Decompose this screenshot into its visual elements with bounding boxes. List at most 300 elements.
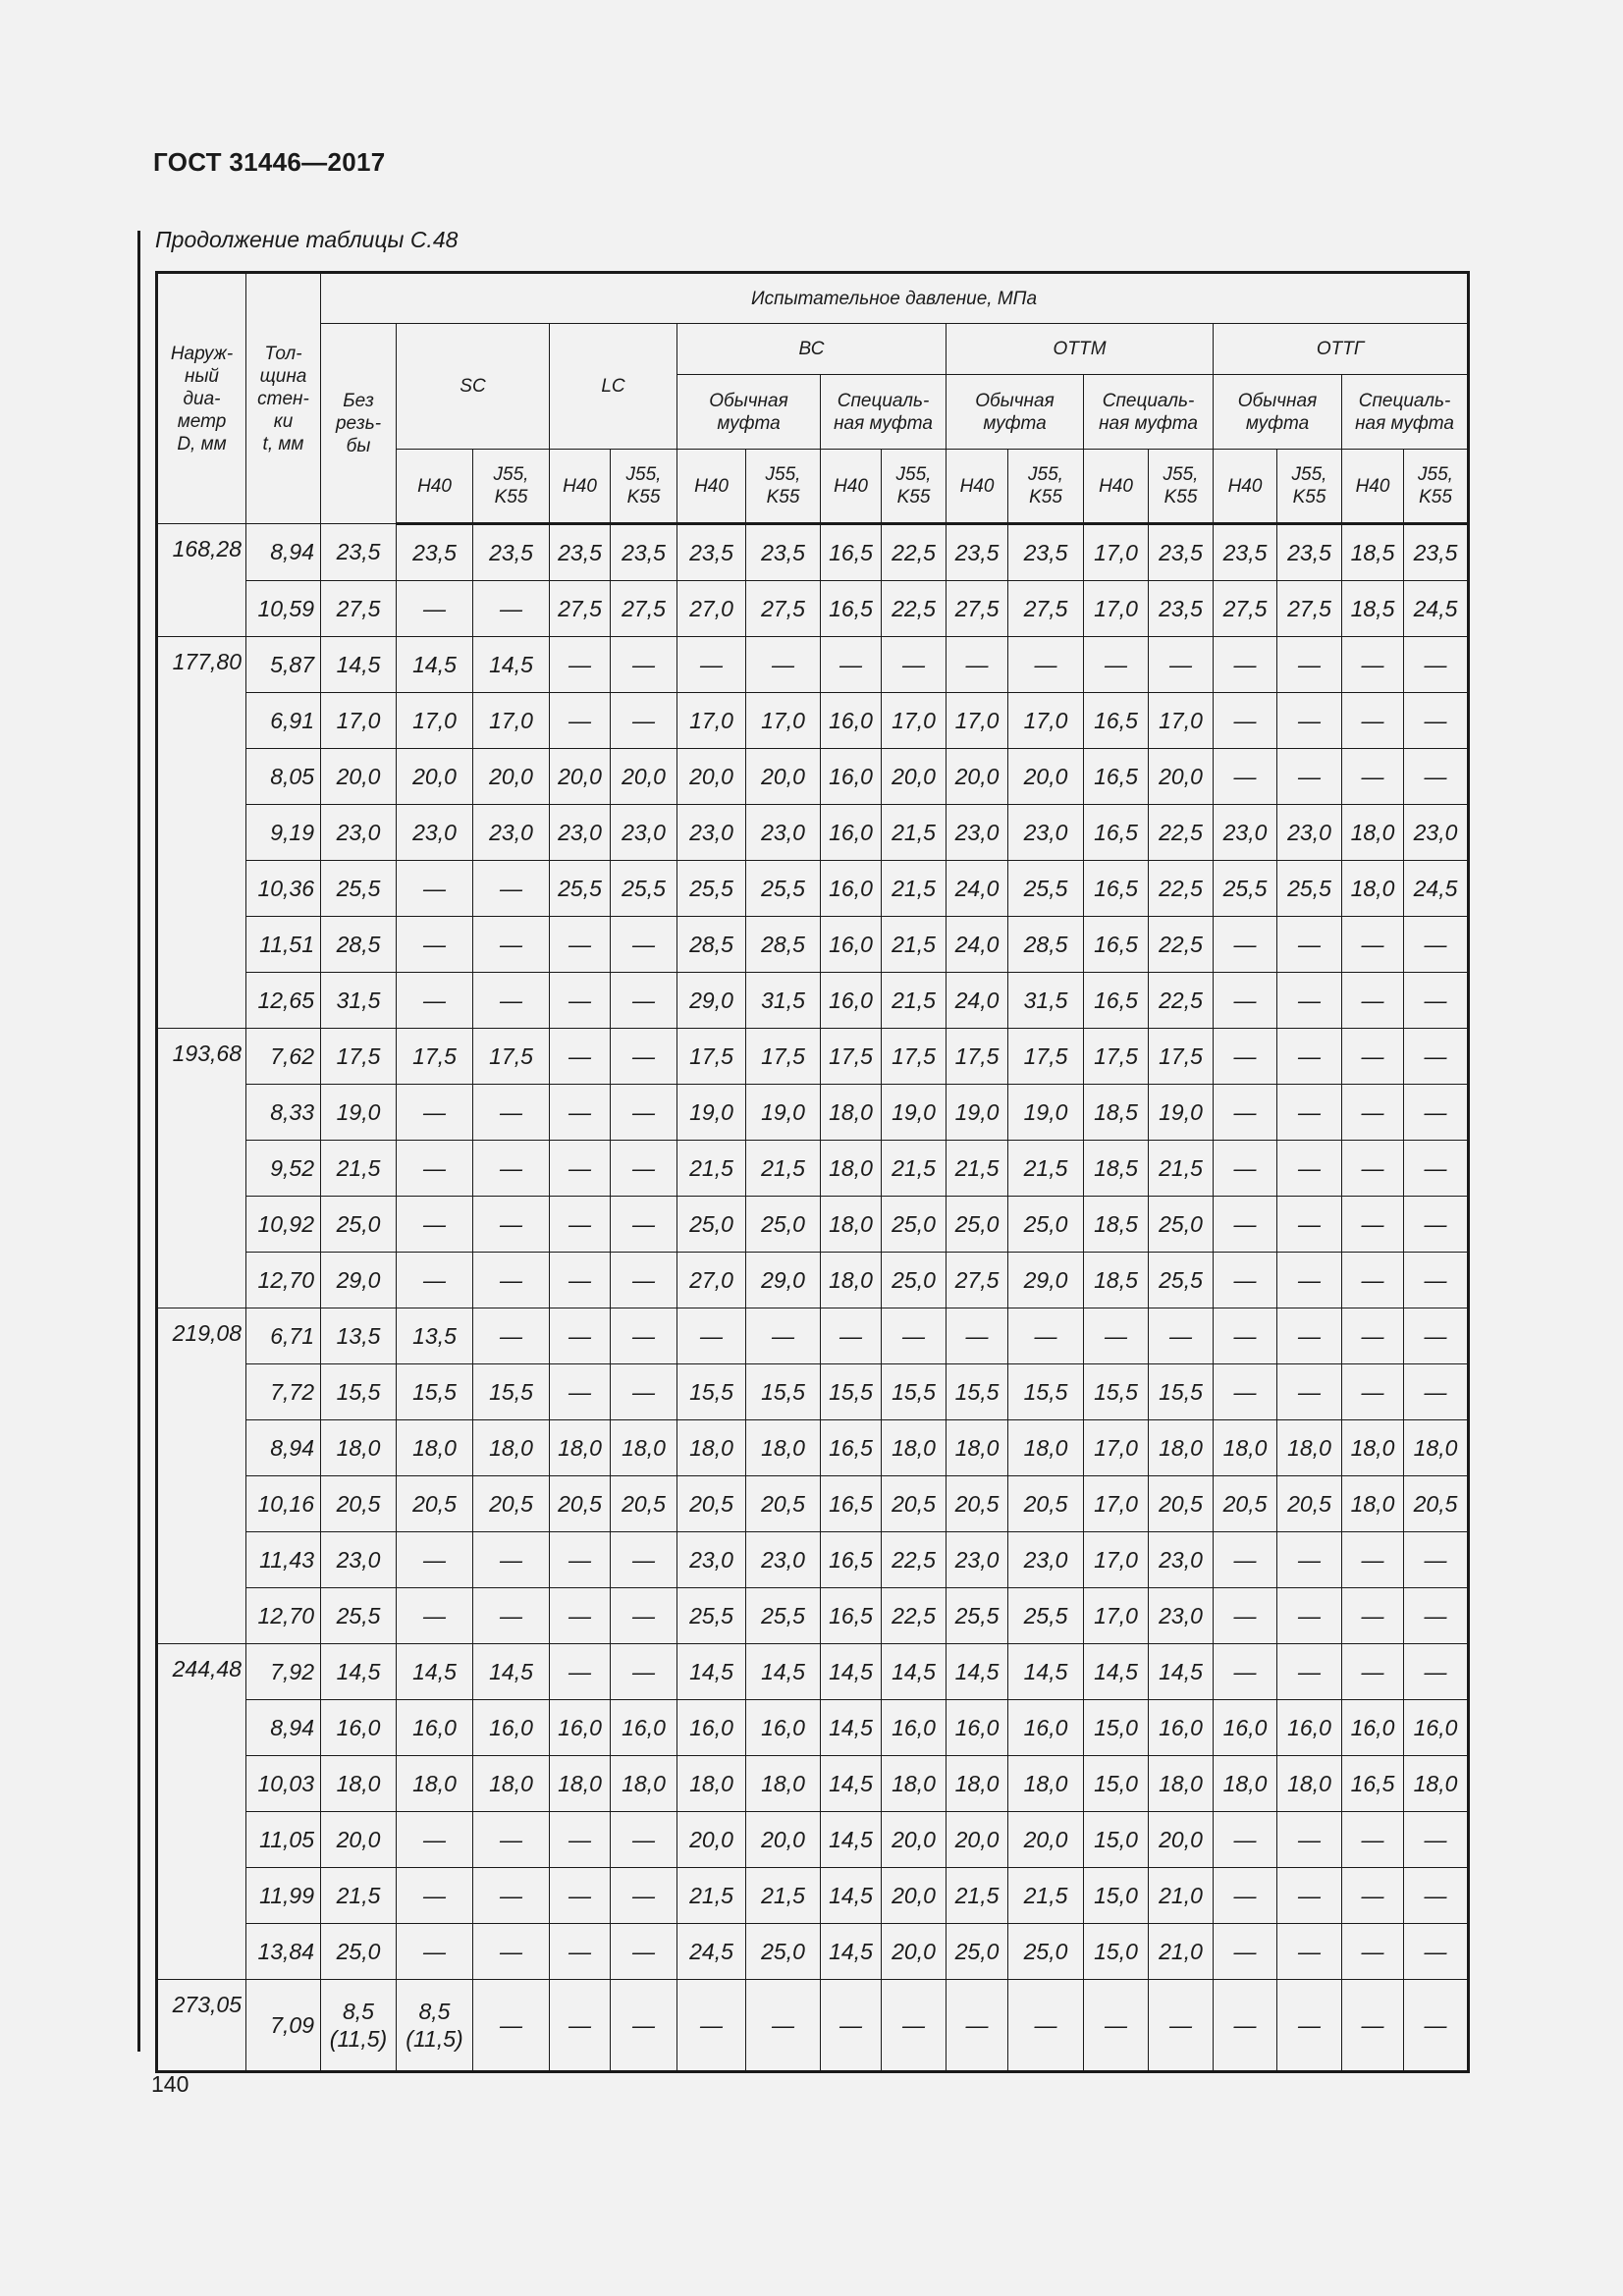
cell-pressure: 21,5 (321, 1141, 397, 1197)
cell-pressure: 18,0 (882, 1756, 947, 1812)
cell-pressure: 20,5 (550, 1476, 611, 1532)
cell-pressure: — (550, 1532, 611, 1588)
cell-pressure: — (611, 1364, 677, 1420)
cell-pressure: 18,5 (1084, 1085, 1149, 1141)
cell-pressure: — (1214, 1085, 1277, 1141)
cell-pressure: 28,5 (677, 917, 746, 973)
cell-pressure: 18,0 (1008, 1756, 1084, 1812)
cell-pressure: — (746, 637, 821, 693)
cell-pressure: — (473, 581, 550, 637)
cell-pressure: — (1277, 1029, 1342, 1085)
cell-pressure: 28,5 (321, 917, 397, 973)
cell-wall-thickness: 12,70 (246, 1253, 321, 1308)
header-ottm: ОТТМ (947, 324, 1214, 375)
cell-pressure: 14,5 (1149, 1644, 1214, 1700)
cell-pressure: 29,0 (746, 1253, 821, 1308)
cell-pressure: 18,0 (677, 1420, 746, 1476)
cell-pressure: 16,5 (1084, 693, 1149, 749)
cell-pressure: 18,0 (821, 1197, 882, 1253)
cell-pressure: 28,5 (746, 917, 821, 973)
cell-pressure: — (550, 1029, 611, 1085)
cell-pressure: 17,5 (321, 1029, 397, 1085)
cell-pressure: 23,0 (1404, 805, 1469, 861)
cell-pressure: 14,5 (1084, 1644, 1149, 1700)
cell-pressure: 18,0 (1342, 805, 1404, 861)
cell-wall-thickness: 11,51 (246, 917, 321, 973)
cell-pressure: 23,5 (1149, 524, 1214, 581)
cell-pressure: 23,0 (947, 1532, 1008, 1588)
cell-pressure: 18,0 (1008, 1420, 1084, 1476)
cell-pressure: 15,5 (746, 1364, 821, 1420)
cell-pressure: 16,0 (746, 1700, 821, 1756)
cell-pressure: 23,0 (1214, 805, 1277, 861)
cell-pressure: 27,5 (947, 581, 1008, 637)
cell-pressure: — (1404, 749, 1469, 805)
cell-pressure: 27,5 (947, 1253, 1008, 1308)
cell-pressure: — (1342, 1924, 1404, 1980)
cell-pressure: 18,0 (1149, 1420, 1214, 1476)
cell-pressure: — (397, 973, 473, 1029)
cell-pressure: — (677, 1308, 746, 1364)
header-grade-h40: Н40 (821, 450, 882, 524)
cell-pressure: 20,5 (947, 1476, 1008, 1532)
cell-pressure: 18,0 (1277, 1756, 1342, 1812)
cell-pressure: 27,5 (1214, 581, 1277, 637)
cell-pressure: — (397, 1924, 473, 1980)
cell-pressure: 15,5 (677, 1364, 746, 1420)
cell-pressure: — (1404, 1085, 1469, 1141)
cell-wall-thickness: 9,52 (246, 1141, 321, 1197)
cell-pressure: 16,0 (321, 1700, 397, 1756)
cell-pressure: — (1342, 1980, 1404, 2072)
cell-pressure: — (473, 917, 550, 973)
header-grade-h40: Н40 (550, 450, 611, 524)
cell-pressure: 18,0 (321, 1756, 397, 1812)
table-caption: Продолжение таблицы С.48 (155, 227, 459, 252)
cell-pressure: 13,5 (397, 1308, 473, 1364)
cell-pressure: 20,5 (882, 1476, 947, 1532)
cell-pressure: 23,0 (677, 805, 746, 861)
cell-pressure: — (1277, 1364, 1342, 1420)
table-row (157, 1197, 1469, 1253)
cell-pressure: 25,0 (1008, 1924, 1084, 1980)
header-ottm-special: Специаль- ная муфта (1084, 375, 1214, 450)
cell-pressure: — (1008, 1308, 1084, 1364)
table-row (157, 917, 1469, 973)
cell-pressure: 14,5 (397, 1644, 473, 1700)
cell-pressure: — (550, 637, 611, 693)
header-grade-h40: Н40 (1214, 450, 1277, 524)
cell-pressure: 21,5 (1008, 1868, 1084, 1924)
cell-wall-thickness: 5,87 (246, 637, 321, 693)
cell-pressure: 25,0 (1008, 1197, 1084, 1253)
cell-pressure: 21,5 (882, 973, 947, 1029)
cell-pressure: — (1277, 1924, 1342, 1980)
cell-pressure: — (1277, 637, 1342, 693)
cell-pressure: 16,0 (821, 917, 882, 973)
cell-pressure: 25,0 (677, 1197, 746, 1253)
cell-pressure: — (947, 1980, 1008, 2072)
cell-pressure: 14,5 (321, 1644, 397, 1700)
cell-pressure: — (677, 637, 746, 693)
cell-pressure: 23,5 (746, 524, 821, 581)
cell-wall-thickness: 7,72 (246, 1364, 321, 1420)
cell-pressure: 20,5 (1008, 1476, 1084, 1532)
cell-pressure: — (1342, 1532, 1404, 1588)
cell-pressure: — (1342, 1588, 1404, 1644)
cell-pressure: 17,0 (1084, 1420, 1149, 1476)
cell-pressure: 16,0 (1342, 1700, 1404, 1756)
cell-pressure: — (550, 1980, 611, 2072)
cell-pressure: 18,0 (321, 1420, 397, 1476)
header-outer-diameter: Наруж- ный диа- метр D, мм (157, 273, 246, 524)
cell-pressure: 20,0 (882, 1812, 947, 1868)
cell-pressure: 18,0 (1214, 1756, 1277, 1812)
cell-pressure: — (1277, 749, 1342, 805)
cell-pressure: — (1342, 1141, 1404, 1197)
cell-pressure: 24,0 (947, 973, 1008, 1029)
cell-pressure: — (1277, 1308, 1342, 1364)
cell-pressure: 21,5 (746, 1141, 821, 1197)
header-ottg: ОТТГ (1214, 324, 1469, 375)
cell-pressure: 17,5 (1008, 1029, 1084, 1085)
header-lc: LC (550, 324, 677, 450)
cell-pressure: — (611, 637, 677, 693)
cell-pressure: 14,5 (821, 1868, 882, 1924)
cell-pressure: 23,0 (1008, 805, 1084, 861)
cell-pressure: — (1342, 1085, 1404, 1141)
cell-pressure: — (473, 973, 550, 1029)
cell-pressure: — (611, 1141, 677, 1197)
cell-pressure: 15,5 (1149, 1364, 1214, 1420)
cell-wall-thickness: 12,65 (246, 973, 321, 1029)
cell-pressure: 23,5 (677, 524, 746, 581)
cell-pressure: 19,0 (1008, 1085, 1084, 1141)
cell-pressure: — (550, 1644, 611, 1700)
cell-pressure: — (611, 1532, 677, 1588)
cell-wall-thickness: 8,94 (246, 1700, 321, 1756)
table-row (157, 1532, 1469, 1588)
cell-pressure: 16,0 (821, 749, 882, 805)
cell-pressure: 25,0 (746, 1924, 821, 1980)
cell-pressure: 16,5 (821, 1532, 882, 1588)
cell-pressure: 14,5 (821, 1700, 882, 1756)
cell-pressure: 16,0 (473, 1700, 550, 1756)
cell-pressure: — (1214, 973, 1277, 1029)
cell-pressure: 23,0 (1149, 1588, 1214, 1644)
cell-pressure: 16,0 (821, 693, 882, 749)
header-ottm-regular: Обычная муфта (947, 375, 1084, 450)
cell-pressure: 17,0 (397, 693, 473, 749)
cell-pressure: 17,5 (473, 1029, 550, 1085)
cell-pressure: — (1214, 693, 1277, 749)
cell-pressure: 23,5 (473, 524, 550, 581)
cell-pressure: — (1214, 1924, 1277, 1980)
cell-pressure: 21,5 (947, 1141, 1008, 1197)
cell-pressure: — (397, 1253, 473, 1308)
cell-pressure: 18,0 (1404, 1756, 1469, 1812)
cell-pressure: 22,5 (1149, 805, 1214, 861)
cell-pressure: 18,5 (1084, 1197, 1149, 1253)
cell-pressure: 17,0 (1149, 693, 1214, 749)
cell-pressure: 16,0 (947, 1700, 1008, 1756)
header-grade-j55k55: J55, K55 (1404, 450, 1469, 524)
cell-pressure: — (1404, 1029, 1469, 1085)
cell-pressure: 23,5 (1008, 524, 1084, 581)
cell-pressure: 23,5 (1404, 524, 1469, 581)
table-row (157, 1308, 1469, 1364)
cell-wall-thickness: 7,92 (246, 1644, 321, 1700)
pressure-table (155, 271, 1470, 2073)
cell-pressure: 25,0 (321, 1197, 397, 1253)
cell-outer-diameter: 168,28 (157, 524, 246, 637)
cell-pressure: — (1404, 1868, 1469, 1924)
cell-pressure: — (882, 1308, 947, 1364)
cell-pressure: 18,0 (1404, 1420, 1469, 1476)
cell-outer-diameter: 219,08 (157, 1308, 246, 1644)
change-bar (137, 231, 140, 2052)
cell-pressure: 20,5 (677, 1476, 746, 1532)
cell-pressure: — (1277, 1253, 1342, 1308)
cell-pressure: 21,5 (321, 1868, 397, 1924)
header-grade-j55k55: J55, K55 (746, 450, 821, 524)
cell-pressure: — (1277, 1141, 1342, 1197)
cell-pressure: — (1214, 1364, 1277, 1420)
cell-pressure: 18,0 (550, 1756, 611, 1812)
cell-pressure: 23,0 (746, 1532, 821, 1588)
cell-pressure: — (550, 973, 611, 1029)
cell-pressure: 16,0 (397, 1700, 473, 1756)
cell-pressure: 23,0 (321, 1532, 397, 1588)
cell-pressure: — (746, 1980, 821, 2072)
cell-pressure: 21,5 (677, 1141, 746, 1197)
cell-pressure: — (1214, 1197, 1277, 1253)
cell-pressure: — (1214, 1141, 1277, 1197)
cell-wall-thickness: 11,43 (246, 1532, 321, 1588)
cell-pressure: — (1404, 1924, 1469, 1980)
cell-pressure: — (473, 861, 550, 917)
cell-pressure: — (1277, 1588, 1342, 1644)
cell-pressure: 17,0 (1008, 693, 1084, 749)
cell-pressure: — (550, 1812, 611, 1868)
cell-pressure: — (473, 1812, 550, 1868)
cell-pressure: — (1404, 917, 1469, 973)
cell-pressure: — (1342, 1308, 1404, 1364)
cell-wall-thickness: 10,92 (246, 1197, 321, 1253)
cell-pressure: 16,0 (550, 1700, 611, 1756)
cell-pressure: 20,0 (947, 1812, 1008, 1868)
cell-pressure: — (1277, 1980, 1342, 2072)
cell-pressure: 18,0 (473, 1756, 550, 1812)
cell-pressure: — (947, 1308, 1008, 1364)
cell-pressure: 23,0 (1149, 1532, 1214, 1588)
cell-pressure: 19,0 (882, 1085, 947, 1141)
cell-pressure: 24,0 (947, 861, 1008, 917)
cell-pressure: — (550, 1253, 611, 1308)
cell-pressure: — (550, 1308, 611, 1364)
table-row (157, 524, 1469, 581)
header-grade-j55k55: J55, K55 (473, 450, 550, 524)
cell-wall-thickness: 10,16 (246, 1476, 321, 1532)
cell-pressure: — (397, 1085, 473, 1141)
header-wall-thickness: Тол- щина стен- ки t, мм (246, 273, 321, 524)
cell-pressure: 23,0 (611, 805, 677, 861)
cell-pressure: — (1277, 1532, 1342, 1588)
cell-pressure: 22,5 (882, 581, 947, 637)
cell-pressure: — (473, 1308, 550, 1364)
cell-pressure: 20,5 (321, 1476, 397, 1532)
cell-pressure: 16,0 (677, 1700, 746, 1756)
cell-pressure: 8,5 (11,5) (321, 1980, 397, 2072)
cell-pressure: 16,0 (821, 805, 882, 861)
header-grade-h40: Н40 (1084, 450, 1149, 524)
cell-pressure: 15,0 (1084, 1812, 1149, 1868)
cell-pressure: 20,0 (1008, 749, 1084, 805)
cell-pressure: 25,5 (947, 1588, 1008, 1644)
cell-pressure: — (1214, 917, 1277, 973)
table-row (157, 1756, 1469, 1812)
cell-pressure: 20,0 (473, 749, 550, 805)
cell-pressure: 21,0 (1149, 1924, 1214, 1980)
cell-pressure: 18,0 (1342, 1420, 1404, 1476)
cell-pressure: — (1277, 1085, 1342, 1141)
cell-pressure: — (550, 693, 611, 749)
table-row (157, 581, 1469, 637)
cell-pressure: 21,5 (746, 1868, 821, 1924)
cell-pressure: 17,5 (677, 1029, 746, 1085)
cell-pressure: 14,5 (746, 1644, 821, 1700)
cell-pressure: — (1342, 749, 1404, 805)
cell-pressure: 15,5 (321, 1364, 397, 1420)
cell-pressure: 22,5 (882, 524, 947, 581)
cell-pressure: 20,0 (746, 1812, 821, 1868)
table-row (157, 1476, 1469, 1532)
cell-pressure: — (1277, 917, 1342, 973)
cell-pressure: 29,0 (321, 1253, 397, 1308)
cell-pressure: 25,0 (947, 1197, 1008, 1253)
cell-pressure: — (611, 1029, 677, 1085)
header-test-pressure: Испытательное давление, МПа (321, 273, 1469, 324)
cell-pressure: 21,5 (1149, 1141, 1214, 1197)
cell-pressure: — (473, 1980, 550, 2072)
cell-pressure: 18,0 (1149, 1756, 1214, 1812)
cell-pressure: — (1342, 693, 1404, 749)
table-row (157, 693, 1469, 749)
cell-pressure: 25,5 (1149, 1253, 1214, 1308)
cell-pressure: 18,0 (947, 1420, 1008, 1476)
cell-pressure: 20,0 (1149, 1812, 1214, 1868)
cell-pressure: — (1277, 1812, 1342, 1868)
cell-pressure: 17,5 (882, 1029, 947, 1085)
cell-wall-thickness: 6,71 (246, 1308, 321, 1364)
cell-pressure: 23,0 (947, 805, 1008, 861)
cell-pressure: 18,0 (1342, 861, 1404, 917)
cell-pressure: 20,5 (473, 1476, 550, 1532)
cell-pressure: 14,5 (397, 637, 473, 693)
header-bc-special: Специаль- ная муфта (821, 375, 947, 450)
cell-pressure: 18,0 (746, 1756, 821, 1812)
cell-pressure: — (397, 917, 473, 973)
cell-pressure: — (473, 1924, 550, 1980)
table-row (157, 637, 1469, 693)
cell-pressure: 17,0 (1084, 1532, 1149, 1588)
cell-pressure: — (611, 1812, 677, 1868)
cell-pressure: 15,0 (1084, 1756, 1149, 1812)
cell-pressure: 18,0 (397, 1420, 473, 1476)
cell-pressure: 20,5 (1149, 1476, 1214, 1532)
cell-pressure: 17,0 (321, 693, 397, 749)
cell-pressure: — (1404, 1588, 1469, 1644)
cell-pressure: 23,5 (1149, 581, 1214, 637)
cell-pressure: — (1149, 637, 1214, 693)
cell-pressure: 25,5 (1008, 861, 1084, 917)
cell-pressure: 20,0 (611, 749, 677, 805)
cell-pressure: — (1277, 693, 1342, 749)
cell-pressure: — (1277, 1197, 1342, 1253)
cell-pressure: 29,0 (677, 973, 746, 1029)
cell-pressure: — (1084, 1980, 1149, 2072)
cell-pressure: 24,5 (1404, 581, 1469, 637)
table-row (157, 973, 1469, 1029)
cell-pressure: 23,0 (473, 805, 550, 861)
cell-pressure: 16,0 (611, 1700, 677, 1756)
cell-pressure: 21,5 (882, 861, 947, 917)
cell-pressure: 20,0 (550, 749, 611, 805)
cell-pressure: — (1149, 1308, 1214, 1364)
cell-pressure: 15,5 (473, 1364, 550, 1420)
cell-pressure: 16,0 (1277, 1700, 1342, 1756)
cell-pressure: 21,5 (882, 805, 947, 861)
table-row (157, 749, 1469, 805)
header-bc-regular: Обычная муфта (677, 375, 821, 450)
cell-pressure: — (1342, 1812, 1404, 1868)
cell-pressure: — (550, 1085, 611, 1141)
cell-pressure: — (397, 1812, 473, 1868)
cell-pressure: — (1404, 973, 1469, 1029)
header-grade-h40: Н40 (1342, 450, 1404, 524)
cell-pressure: 22,5 (882, 1532, 947, 1588)
cell-pressure: 31,5 (321, 973, 397, 1029)
cell-pressure: 17,0 (1084, 524, 1149, 581)
cell-pressure: 16,5 (1084, 973, 1149, 1029)
cell-wall-thickness: 9,19 (246, 805, 321, 861)
table-row (157, 1085, 1469, 1141)
cell-pressure: — (1214, 749, 1277, 805)
cell-pressure: 23,5 (1277, 524, 1342, 581)
table-row (157, 805, 1469, 861)
cell-pressure: 20,0 (677, 1812, 746, 1868)
cell-pressure: — (882, 1980, 947, 2072)
cell-pressure: 15,0 (1084, 1868, 1149, 1924)
cell-pressure: 27,5 (550, 581, 611, 637)
cell-pressure: 25,0 (882, 1253, 947, 1308)
cell-pressure: 27,5 (611, 581, 677, 637)
cell-pressure: — (821, 1980, 882, 2072)
cell-pressure: 20,0 (1008, 1812, 1084, 1868)
cell-pressure: 17,0 (677, 693, 746, 749)
cell-pressure: — (473, 1253, 550, 1308)
cell-pressure: 25,5 (611, 861, 677, 917)
cell-pressure: 23,5 (550, 524, 611, 581)
cell-pressure: 21,5 (1008, 1141, 1084, 1197)
cell-pressure: 25,0 (321, 1924, 397, 1980)
cell-pressure: 31,5 (746, 973, 821, 1029)
cell-pressure: 17,0 (746, 693, 821, 749)
cell-pressure: — (1214, 1029, 1277, 1085)
cell-pressure: — (1404, 1980, 1469, 2072)
cell-pressure: — (1342, 917, 1404, 973)
cell-pressure: 18,0 (1277, 1420, 1342, 1476)
